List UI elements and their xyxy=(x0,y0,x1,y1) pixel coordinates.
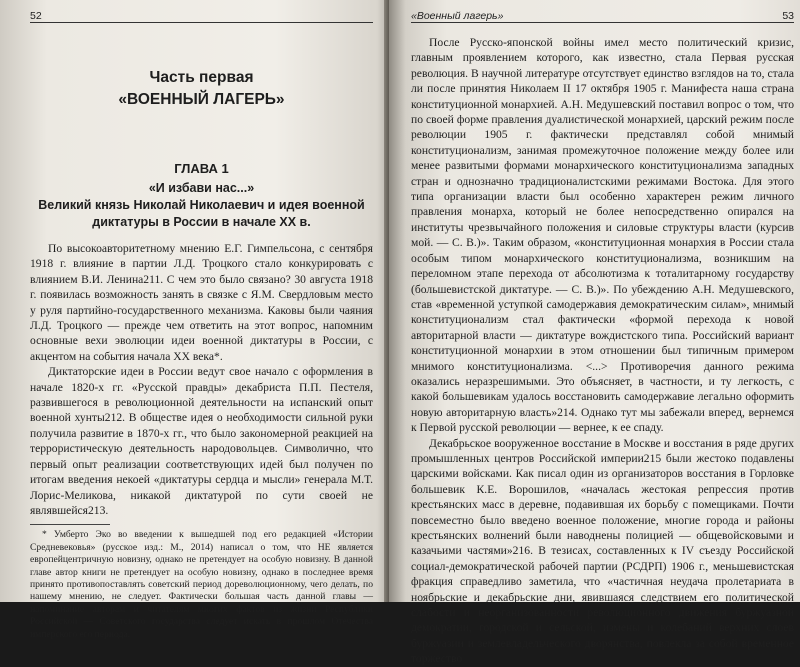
part-subtitle: «ВОЕННЫЙ ЛАГЕРЬ» xyxy=(118,91,285,108)
footnote: * Умберто Эко во введении к вышедшей под его редакцией «Истории Средневековья» (русское изд.: М., 2014) написал о том, что НЕ является европейцентричную новизну, однако не претендует на особую новизну. В данной главе автор книги не претендует на особую новизну, однако в последнее время принято противопоставлять советский период дореволюционному, чего делать, по нашему мнению, не следует. Фактически большая часть данной главы — напоминание авторам и читателям многих фактов из жизни Республики Российской — Советского государства следует искать в прошлом Отечества имперского его периода. xyxy=(30,529,373,640)
chapter-title: ГЛАВА 1 xyxy=(174,161,229,176)
part-title: Часть первая xyxy=(149,69,254,86)
chapter-subtitle: Великий князь Николай Николаевич и идея военной диктатуры в России в начале XX в. xyxy=(38,198,365,229)
right-body-text xyxy=(411,35,794,667)
page-number: 52 xyxy=(30,10,42,22)
right-page xyxy=(389,0,800,666)
paragraph: По высокоавторитетному мнению Е.Г. Гимпельсона, с сентября 1918 г. влияние в партии Л.Д. Троцкого стало конкурировать с влиянием В.И. Ленина211. С чем это было связано? 30 августа 1918 г. появилась возможность занять в связке с Я.М. Свердловым место у руля партийно-государственного механизма. Каковы были чаяния Л.Д. Троцкого — прежде чем ответить на этот вопрос, напомним основные вехи эволюции идеи военной диктатуры в России, с акцентом на события начала XX века*. xyxy=(30,242,373,363)
paragraph: Диктаторские идеи в России ведут свое начало с оформления в начале 1820-х гг. «Русской правды» декабриста П.П. Пестеля, развившегося в революционной деятельности на испанский опыт военной хунты212. В обществе идея о необходимости сильной руки получила развитие в 1870-х гг., что было закономерной реакцией на террористическую деятельность народовольцев. Символично, что первый опыт реализации соответствующих идей был получен по итогам введения некоей «диктатуры сердца и мысли» генерала М.Т. Лорис-Меликова, никакой диктатурой по сути своей не являвшейся213. xyxy=(30,365,373,517)
left-running-head xyxy=(30,4,373,23)
right-running-head xyxy=(411,4,794,23)
paragraph: Декабрьское вооруженное восстание в Москве и восстания в ряде других промышленных центров Российской империи215 были жестоко подавлены царскими войсками. Как писал один из организаторов восстания в Горловке большевик К.Е. Ворошилов, «началась жестокая репрессия против крестьянских масс в деревне, подавившая их борьбу с помещиками. Почти повсеместно было введено военное положение, многие города и районы крестьянских волнений были наводнены полицией — общевойсковыми и казачьими частями»216. В тезисах, составленных к IV съезду Российской социал-демократической рабочей партии (РСДРП) 1906 г., меньшевистская фракция справедливо заметила, что «частичная неудача пролетариата в ноябрьские и декабрьские дни, явившаяся следствием его политической слабости и неорганизованности революционного движения буржуазной демократии, городской и сельской, измены и колебаний верхних слоев буржуазии и землевладельческого дворянства, повлекла за собой временное торжество xyxy=(411,436,794,666)
left-page xyxy=(0,0,393,640)
left-body-text xyxy=(30,241,373,518)
paragraph: После Русско-японской войны имел место политический кризис, главным проявлением которого, как известно, стала Первая русская революция. В научной литературе отсутствует единство взглядов на то, стала ли после принятия Николаем II 17 октября 1905 г. Манифеста наша страна конституционной монархией. А.Н. Медушевский поставил вопрос о том, что по своей форме правления дуалистической монархией, царский режим после революции 1905 г. фактически представлял собой мнимый конституционализм, занимая промежуточное положение между более или менее развитыми формами монархического конституционализма западных стран и однозначно традиционалистскими режимами Востока. Для этого типа организации власти был особенно характерен режим личного правления монарха, который не более непосредственно опирался на институты чрезвычайного положения и силовые структуры власти (курсив мой. — С. В.)». Таким образом, «конституционная монархия в России стала особым типом монархического конституционализма, возникшим на переломном этапе перехода от абсолютизма к тоталитарному государству (большевистской диктатуре. — С. В.)». По убеждению А.Н. Медушевского, став «временной уступкой самодержавия демократическим силам», мнимый конституционализм стал фактически «формой перехода к новой авторитарной власти — диктатуре вождистского типа. Российский вариант конституционной монархии в этом отношении был типичным примером мнимого конституционализма. <...> Противоречия данного режима оказались неразрешимыми. Это объясняет, в частности, и ту легкость, с какой большевикам удалось восстановить самодержавие легально оформить новую авторитарную власть»214. Однако тут мы забежали вперед, вернемся к Первой русской революции — вернее, к ее спаду. xyxy=(411,36,794,435)
footnote-divider xyxy=(30,524,110,525)
part-heading xyxy=(30,67,373,111)
running-head-title: «Военный лагерь» xyxy=(411,10,504,22)
page-number: 53 xyxy=(782,10,794,22)
chapter-subtitle-block xyxy=(30,180,373,231)
chapter-epigraph: «И избави нас...» xyxy=(148,181,255,195)
